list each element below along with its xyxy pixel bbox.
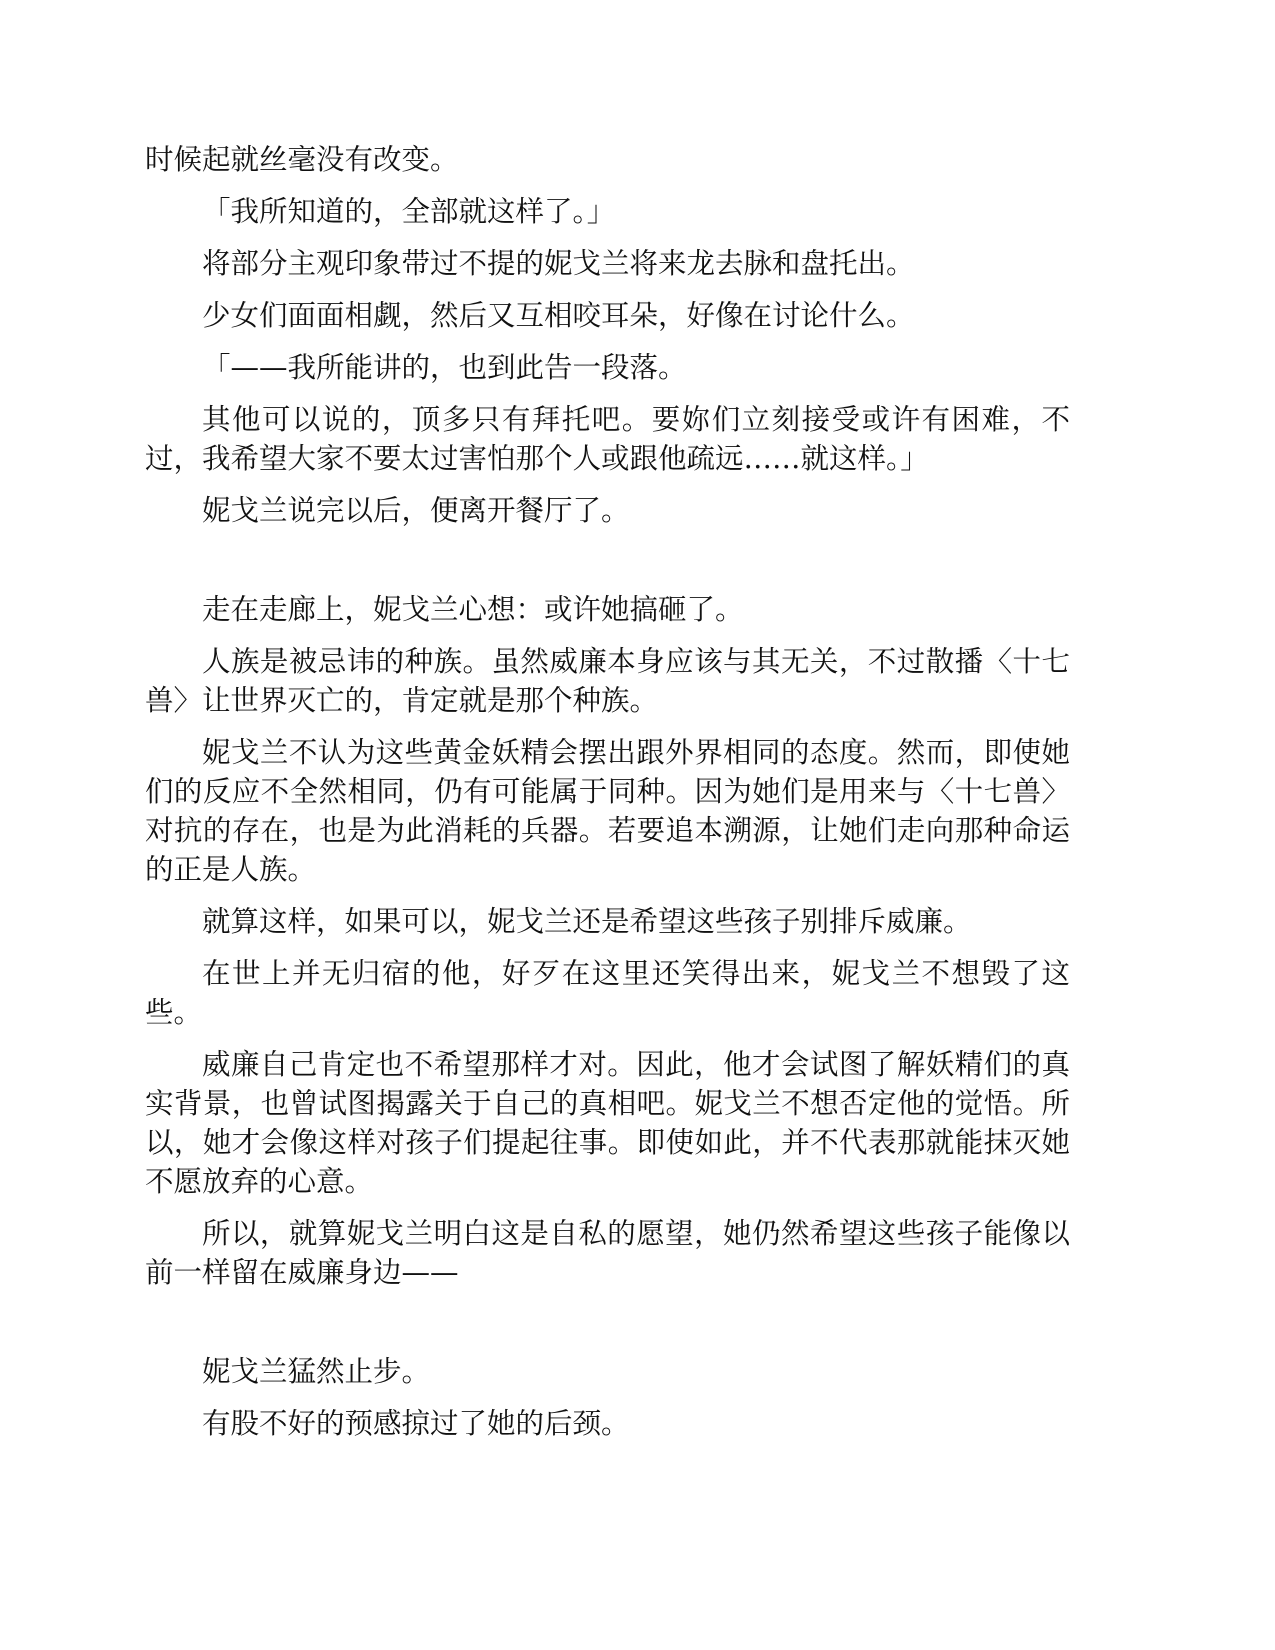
paragraph: 其他可以说的，顶多只有拜托吧。要妳们立刻接受或许有困难，不过，我希望大家不要太过害怕那个人或跟他疏远……就这样。」: [145, 403, 1070, 475]
paragraph: 威廉自己肯定也不希望那样才对。因此，他才会试图了解妖精们的真实背景，也曾试图揭露关于自己的真相吧。妮戈兰不想否定他的觉悟。所以，她才会像这样对孩子们提起往事。即使如此，并不代表那就能抹灭她不愿放弃的心意。: [145, 1048, 1070, 1198]
paragraph: 时候起就丝毫没有改变。: [145, 143, 459, 176]
paragraph: 妮戈兰说完以后，便离开餐厅了。: [202, 494, 630, 527]
paragraph: 「——我所能讲的，也到此告一段落。: [202, 351, 687, 384]
document-page: [145, 140, 1070, 1456]
paragraph: 有股不好的预感掠过了她的后颈。: [202, 1407, 630, 1440]
paragraph: 所以，就算妮戈兰明白这是自私的愿望，她仍然希望这些孩子能像以前一样留在威廉身边——: [145, 1217, 1070, 1289]
paragraph: 少女们面面相觑，然后又互相咬耳朵，好像在讨论什么。: [202, 299, 915, 332]
paragraph: 「我所知道的，全部就这样了。」: [202, 195, 616, 228]
paragraph: 走在走廊上，妮戈兰心想：或许她搞砸了。: [202, 593, 744, 626]
paragraph: 妮戈兰猛然止步。: [202, 1355, 431, 1388]
paragraph: 就算这样，如果可以，妮戈兰还是希望这些孩子别排斥威廉。: [202, 905, 972, 938]
paragraph: 妮戈兰不认为这些黄金妖精会摆出跟外界相同的态度。然而，即使她们的反应不全然相同，仍有可能属于同种。因为她们是用来与〈十七兽〉对抗的存在，也是为此消耗的兵器。若要追本溯源，让她们走向那种命运的正是人族。: [145, 736, 1070, 886]
paragraph: 将部分主观印象带过不提的妮戈兰将来龙去脉和盘托出。: [202, 247, 915, 280]
paragraph: 在世上并无归宿的他，好歹在这里还笑得出来，妮戈兰不想毁了这些。: [145, 957, 1070, 1029]
paragraph: 人族是被忌讳的种族。虽然威廉本身应该与其无关，不过散播〈十七兽〉让世界灭亡的，肯定就是那个种族。: [145, 645, 1070, 717]
